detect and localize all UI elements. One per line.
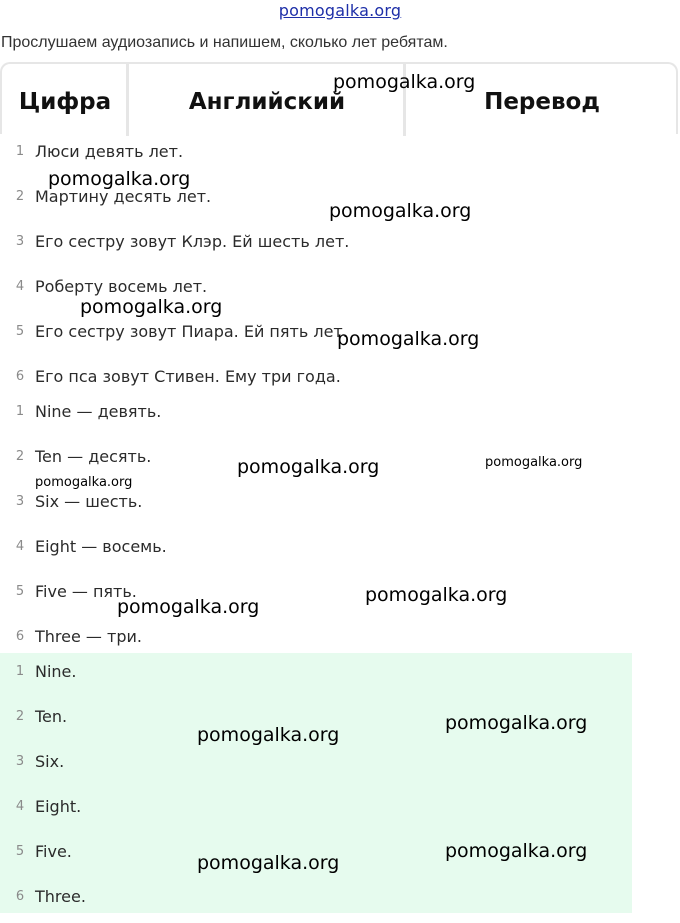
row-text: Его сестру зовут Клэр. Ей шесть лет. <box>35 232 350 251</box>
row-number: 5 <box>15 844 25 859</box>
row-text: Five. <box>35 842 72 861</box>
row-number: 6 <box>15 629 25 644</box>
row-number: 1 <box>15 404 25 419</box>
watermark: pomogalka.org <box>197 724 340 746</box>
row-text: Его пса зовут Стивен. Ему три года. <box>35 367 341 386</box>
row-number: 3 <box>15 494 25 509</box>
watermark: pomogalka.org <box>197 852 340 874</box>
watermark: pomogalka.org <box>117 596 260 618</box>
watermark: pomogalka.org <box>445 840 588 862</box>
watermark: pomogalka.org <box>329 200 472 222</box>
watermark: pomogalka.org <box>237 456 380 478</box>
row-number: 1 <box>15 144 25 159</box>
row-text: Three — три. <box>35 627 142 646</box>
row-text: Eight — восемь. <box>35 537 167 556</box>
watermark: pomogalka.org <box>485 455 583 470</box>
row-number: 6 <box>15 889 25 904</box>
watermark: pomogalka.org <box>333 71 476 93</box>
row-number: 1 <box>15 664 25 679</box>
watermark: pomogalka.org <box>445 712 588 734</box>
row-number: 6 <box>15 369 25 384</box>
watermark: pomogalka.org <box>337 328 480 350</box>
row-text: Ten — десять. <box>35 447 152 466</box>
watermark: pomogalka.org <box>48 168 191 190</box>
watermark: pomogalka.org <box>80 296 223 318</box>
row-number: 4 <box>15 799 25 814</box>
row-text: Nine — девять. <box>35 402 162 421</box>
watermark: pomogalka.org <box>35 475 133 490</box>
row-text: Six. <box>35 752 65 771</box>
row-text: Eight. <box>35 797 82 816</box>
row-text: Мартину десять лет. <box>35 187 212 206</box>
column-divider <box>126 64 129 136</box>
row-number: 2 <box>15 449 25 464</box>
row-number: 2 <box>15 709 25 724</box>
task-intro: Прослушаем аудиозапись и напишем, сколько лет ребятам. <box>1 34 448 51</box>
column-header-number: Цифра <box>18 89 112 115</box>
row-text: Three. <box>35 887 86 906</box>
column-header-english: Английский <box>188 89 346 115</box>
row-text: Six — шесть. <box>35 492 143 511</box>
watermark: pomogalka.org <box>365 584 508 606</box>
row-number: 2 <box>15 189 25 204</box>
row-text: Люси девять лет. <box>35 142 184 161</box>
row-number: 3 <box>15 754 25 769</box>
row-text: Ten. <box>35 707 68 726</box>
section-numbers-translation <box>0 394 680 656</box>
row-text: Five — пять. <box>35 582 137 601</box>
row-number: 4 <box>15 279 25 294</box>
site-link[interactable]: pomogalka.org <box>278 1 402 20</box>
row-number: 5 <box>15 324 25 339</box>
row-number: 5 <box>15 584 25 599</box>
row-number: 4 <box>15 539 25 554</box>
row-number: 3 <box>15 234 25 249</box>
row-text: Его сестру зовут Пиара. Ей пять лет. <box>35 322 348 341</box>
row-text: Роберту восемь лет. <box>35 277 208 296</box>
row-text: Nine. <box>35 662 77 681</box>
column-header-translation: Перевод <box>484 89 600 115</box>
section-answers-highlighted <box>0 653 632 913</box>
